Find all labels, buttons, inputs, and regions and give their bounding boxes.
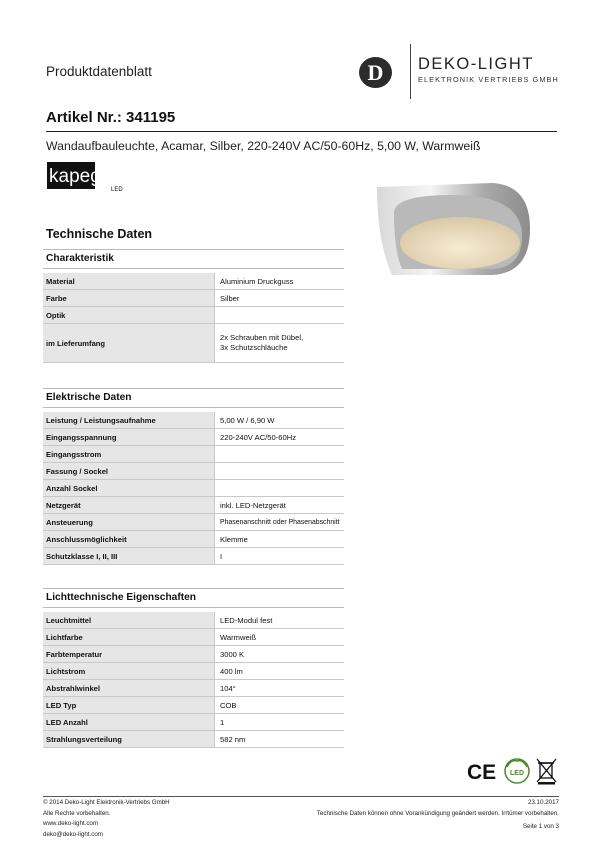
row-label: Abstrahlwinkel: [43, 680, 214, 696]
section-characteristics: [43, 249, 344, 363]
row-value: COB: [214, 697, 344, 713]
row-value: Warmweiß: [214, 629, 344, 645]
product-image: [372, 181, 532, 276]
section-title: Elektrische Daten: [43, 388, 344, 408]
table-row: [43, 714, 344, 731]
row-label: Lichtstrom: [43, 663, 214, 679]
table-row: [43, 646, 344, 663]
table-row: [43, 697, 344, 714]
row-value: [214, 463, 344, 479]
section-lighting: [43, 588, 344, 748]
footer-divider: [43, 796, 559, 797]
table-row: [43, 290, 344, 307]
deko-light-logo: [358, 47, 568, 97]
row-label: Ansteuerung: [43, 514, 214, 530]
row-label: Lichtfarbe: [43, 629, 214, 645]
table-row: [43, 446, 344, 463]
row-value: Klemme: [214, 531, 344, 547]
value-line: 3x Schutzschläuche: [220, 343, 288, 352]
table-row: [43, 273, 344, 290]
row-label: Strahlungsverteilung: [43, 731, 214, 747]
document-title: Produktdatenblatt: [46, 64, 152, 79]
brand-suffix: LED: [111, 187, 123, 192]
table-row: [43, 629, 344, 646]
row-label: Fassung / Sockel: [43, 463, 214, 479]
row-value: inkl. LED-Netzgerät: [214, 497, 344, 513]
row-value: 400 lm: [214, 663, 344, 679]
footer-website-link[interactable]: www.deko-light.com: [43, 820, 99, 827]
ce-mark-icon: CE: [467, 761, 497, 784]
kapego-brand-logo: [47, 162, 127, 192]
row-value: LED-Modul fest: [214, 612, 344, 628]
row-label: Anzahl Sockel: [43, 480, 214, 496]
row-value: [214, 480, 344, 496]
certification-marks: [467, 757, 559, 785]
row-label: Eingangsstrom: [43, 446, 214, 462]
row-value: Phasenanschnitt oder Phasenabschnitt: [214, 514, 344, 530]
section-electrical: [43, 388, 344, 565]
article-number: Artikel Nr.: 341195: [46, 109, 176, 126]
row-value: 5,00 W / 6,90 W: [214, 412, 344, 428]
row-label: Leistung / Leistungsaufnahme: [43, 412, 214, 428]
table-row: [43, 531, 344, 548]
title-divider: [46, 131, 557, 132]
weee-bin-icon: [537, 759, 556, 785]
table-row: [43, 514, 344, 531]
row-value: [214, 307, 344, 323]
section-title: Charakteristik: [43, 249, 344, 269]
footer-right: [317, 798, 559, 819]
table-row: [43, 463, 344, 480]
row-label: im Lieferumfang: [43, 324, 214, 362]
row-label: LED Typ: [43, 697, 214, 713]
row-label: Farbtemperatur: [43, 646, 214, 662]
table-row: [43, 663, 344, 680]
row-label: Farbe: [43, 290, 214, 306]
row-label: Optik: [43, 307, 214, 323]
row-label: Anschlussmöglichkeit: [43, 531, 214, 547]
row-value: [214, 324, 344, 362]
row-label: Eingangsspannung: [43, 429, 214, 445]
table-row: [43, 429, 344, 446]
logo-divider: [410, 44, 411, 99]
row-value: 1: [214, 714, 344, 730]
logo-name: DEKO-LIGHT: [418, 55, 534, 73]
table-row: [43, 731, 344, 748]
row-label: Material: [43, 273, 214, 289]
row-label: Leuchtmittel: [43, 612, 214, 628]
row-value: 104°: [214, 680, 344, 696]
brand-name: kapego: [49, 166, 112, 187]
badge-label: LED: [510, 770, 524, 777]
row-value: I: [214, 548, 344, 564]
footer-copyright: © 2014 Deko-Light Elektronik-Vertriebs GmbH: [43, 799, 170, 806]
footer-rights: Alle Rechte vorbehalten.: [43, 809, 111, 817]
table-row: [43, 480, 344, 497]
table-row: [43, 612, 344, 629]
row-value: [214, 446, 344, 462]
logo-subtitle: ELEKTRONIK VERTRIEBS GMBH: [418, 75, 559, 84]
row-value: 3000 K: [214, 646, 344, 662]
led-green-badge-icon: [505, 759, 529, 783]
table-row: [43, 307, 344, 324]
row-label: Schutzklasse I, II, III: [43, 548, 214, 564]
table-row: [43, 412, 344, 429]
section-title: Lichttechnische Eigenschaften: [43, 588, 344, 608]
table-row: [43, 680, 344, 697]
row-value: Aluminium Druckguss: [214, 273, 344, 289]
footer-disclaimer: Technische Daten können ohne Vorankündigung geändert werden. Irrtümer vorbehalten.: [316, 809, 559, 817]
row-value: Silber: [214, 290, 344, 306]
footer-email-link[interactable]: deko@deko-light.com: [43, 830, 103, 838]
logo-badge-icon: [358, 56, 393, 89]
table-row: [43, 324, 344, 363]
logo-initial: D: [367, 60, 384, 85]
footer-date: 23.10.2017: [528, 799, 559, 806]
row-label: LED Anzahl: [43, 714, 214, 730]
page-number: Seite 1 von 3: [522, 823, 559, 830]
footer-left: [43, 798, 170, 840]
value-line: 2x Schrauben mit Dübel,: [220, 333, 304, 342]
article-description: Wandaufbauleuchte, Acamar, Silber, 220-240V AC/50-60Hz, 5,00 W, Warmweiß: [46, 139, 481, 153]
row-value: 220-240V AC/50-60Hz: [214, 429, 344, 445]
table-row: [43, 548, 344, 565]
row-label: Netzgerät: [43, 497, 214, 513]
table-row: [43, 497, 344, 514]
row-value: 582 nm: [214, 731, 344, 747]
technical-data-heading: Technische Daten: [46, 227, 153, 241]
